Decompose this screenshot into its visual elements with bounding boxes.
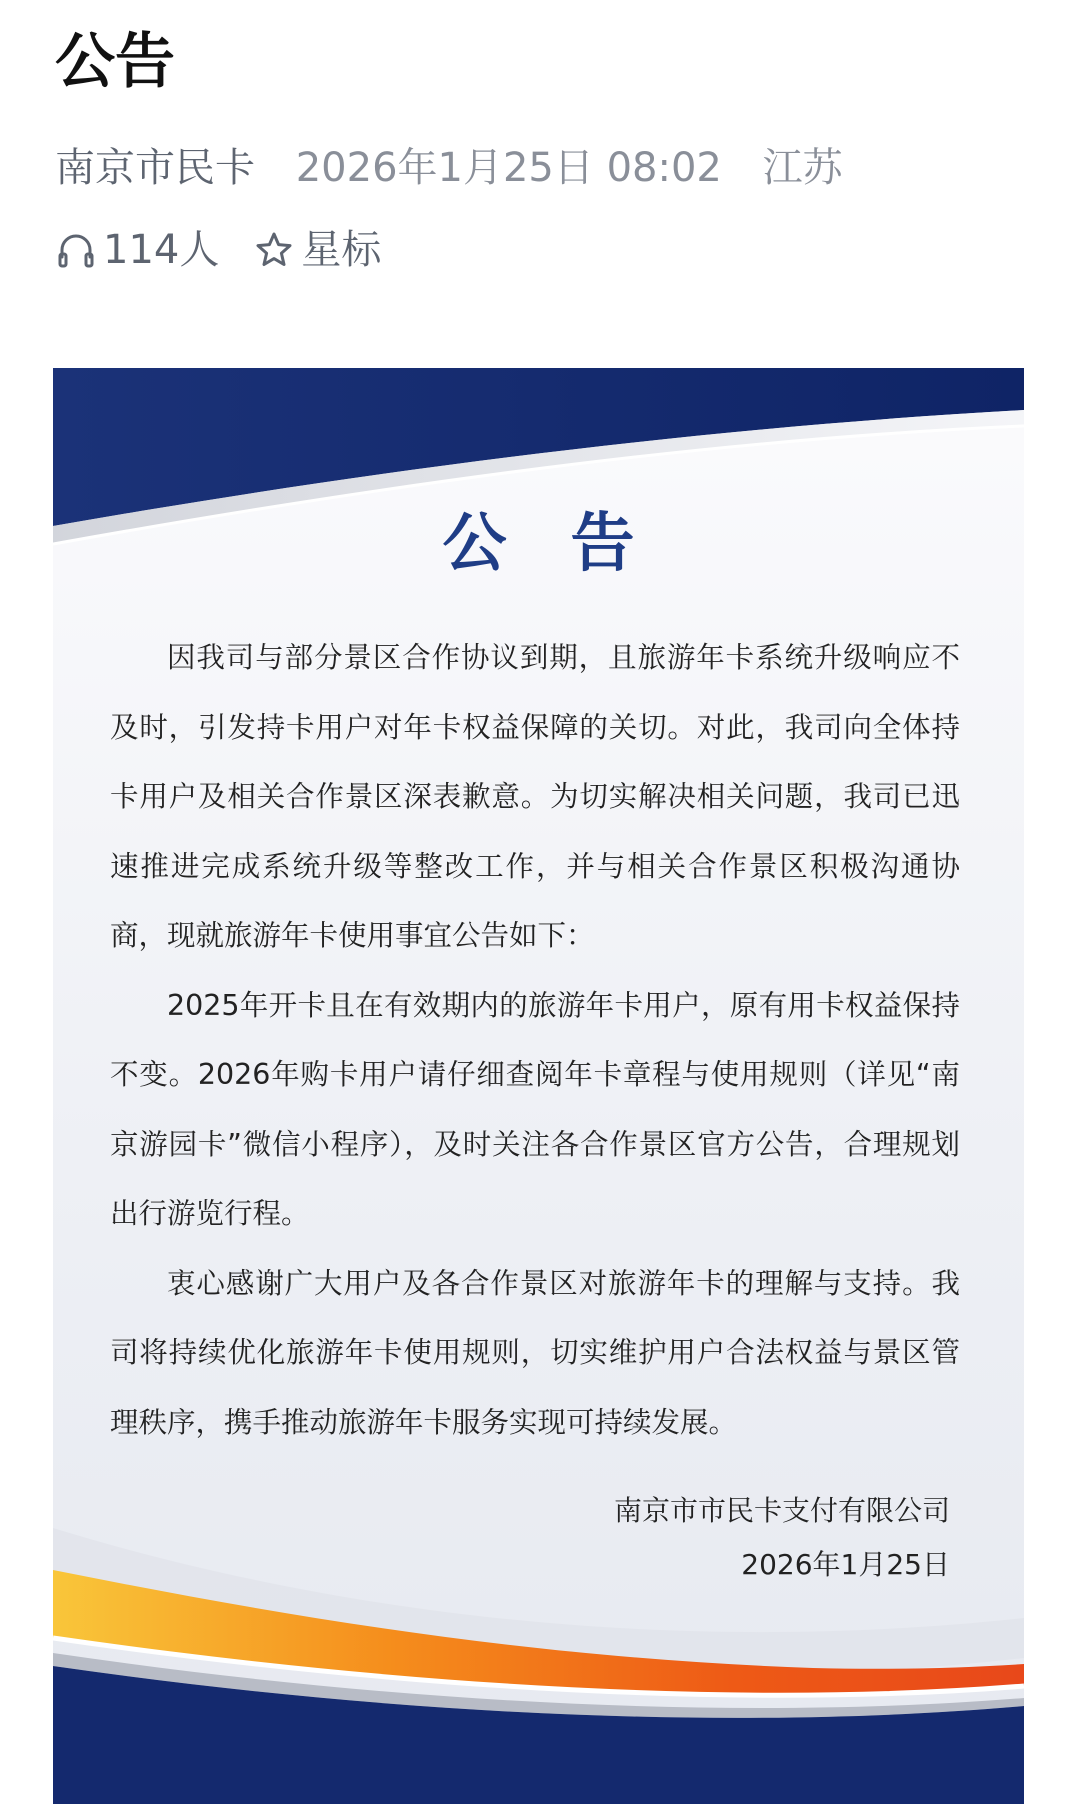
publish-location: 江苏	[762, 145, 843, 191]
notice-paragraph: 衷心感谢广大用户及各合作景区对旅游年卡的理解与支持。我司将持续优化旅游年卡使用规则，切实维护用户合法权益与景区管理秩序，携手推动旅游年卡服务实现可持续发展。	[110, 1266, 960, 1439]
listen-count: 114人	[103, 227, 220, 273]
star-outline-icon	[253, 229, 301, 271]
signature-company: 南京市市民卡支付有限公司	[613, 1494, 950, 1527]
notice-paragraph: 2025年开卡且在有效期内的旅游年卡用户，原有用卡权益保持不变。2026年购卡用户请仔细查阅年卡章程与使用规则（详见“南京游园卡”微信小程序），及时关注各合作景区官方公告，合理规划出行游览行程。	[110, 988, 960, 1230]
star-label: 星标	[301, 227, 382, 273]
article-stats	[55, 222, 381, 278]
listen-count-button[interactable]	[55, 222, 219, 278]
notice-image	[53, 368, 1024, 1804]
author-name[interactable]: 南京市民卡	[55, 145, 255, 191]
notice-paragraph: 因我司与部分景区合作协议到期，且旅游年卡系统升级响应不及时，引发持卡用户对年卡权益保障的关切。对此，我司向全体持卡用户及相关合作景区深表歉意。为切实解决相关问题，我司已迅速推进完成系统升级等整改工作，并与相关合作景区积极沟通协商，现就旅游年卡使用事宜公告如下：	[110, 641, 960, 952]
notice-body	[110, 623, 960, 1457]
signature-block	[614, 1484, 950, 1592]
signature-date: 2026年1月25日	[741, 1548, 950, 1581]
notice-heading: 公告	[442, 507, 699, 581]
headphones-icon	[55, 229, 103, 271]
publish-date: 2026年1月25日 08:02	[295, 145, 722, 191]
star-button[interactable]	[253, 222, 381, 278]
article-meta	[55, 140, 843, 196]
page-title: 公告	[55, 27, 175, 97]
